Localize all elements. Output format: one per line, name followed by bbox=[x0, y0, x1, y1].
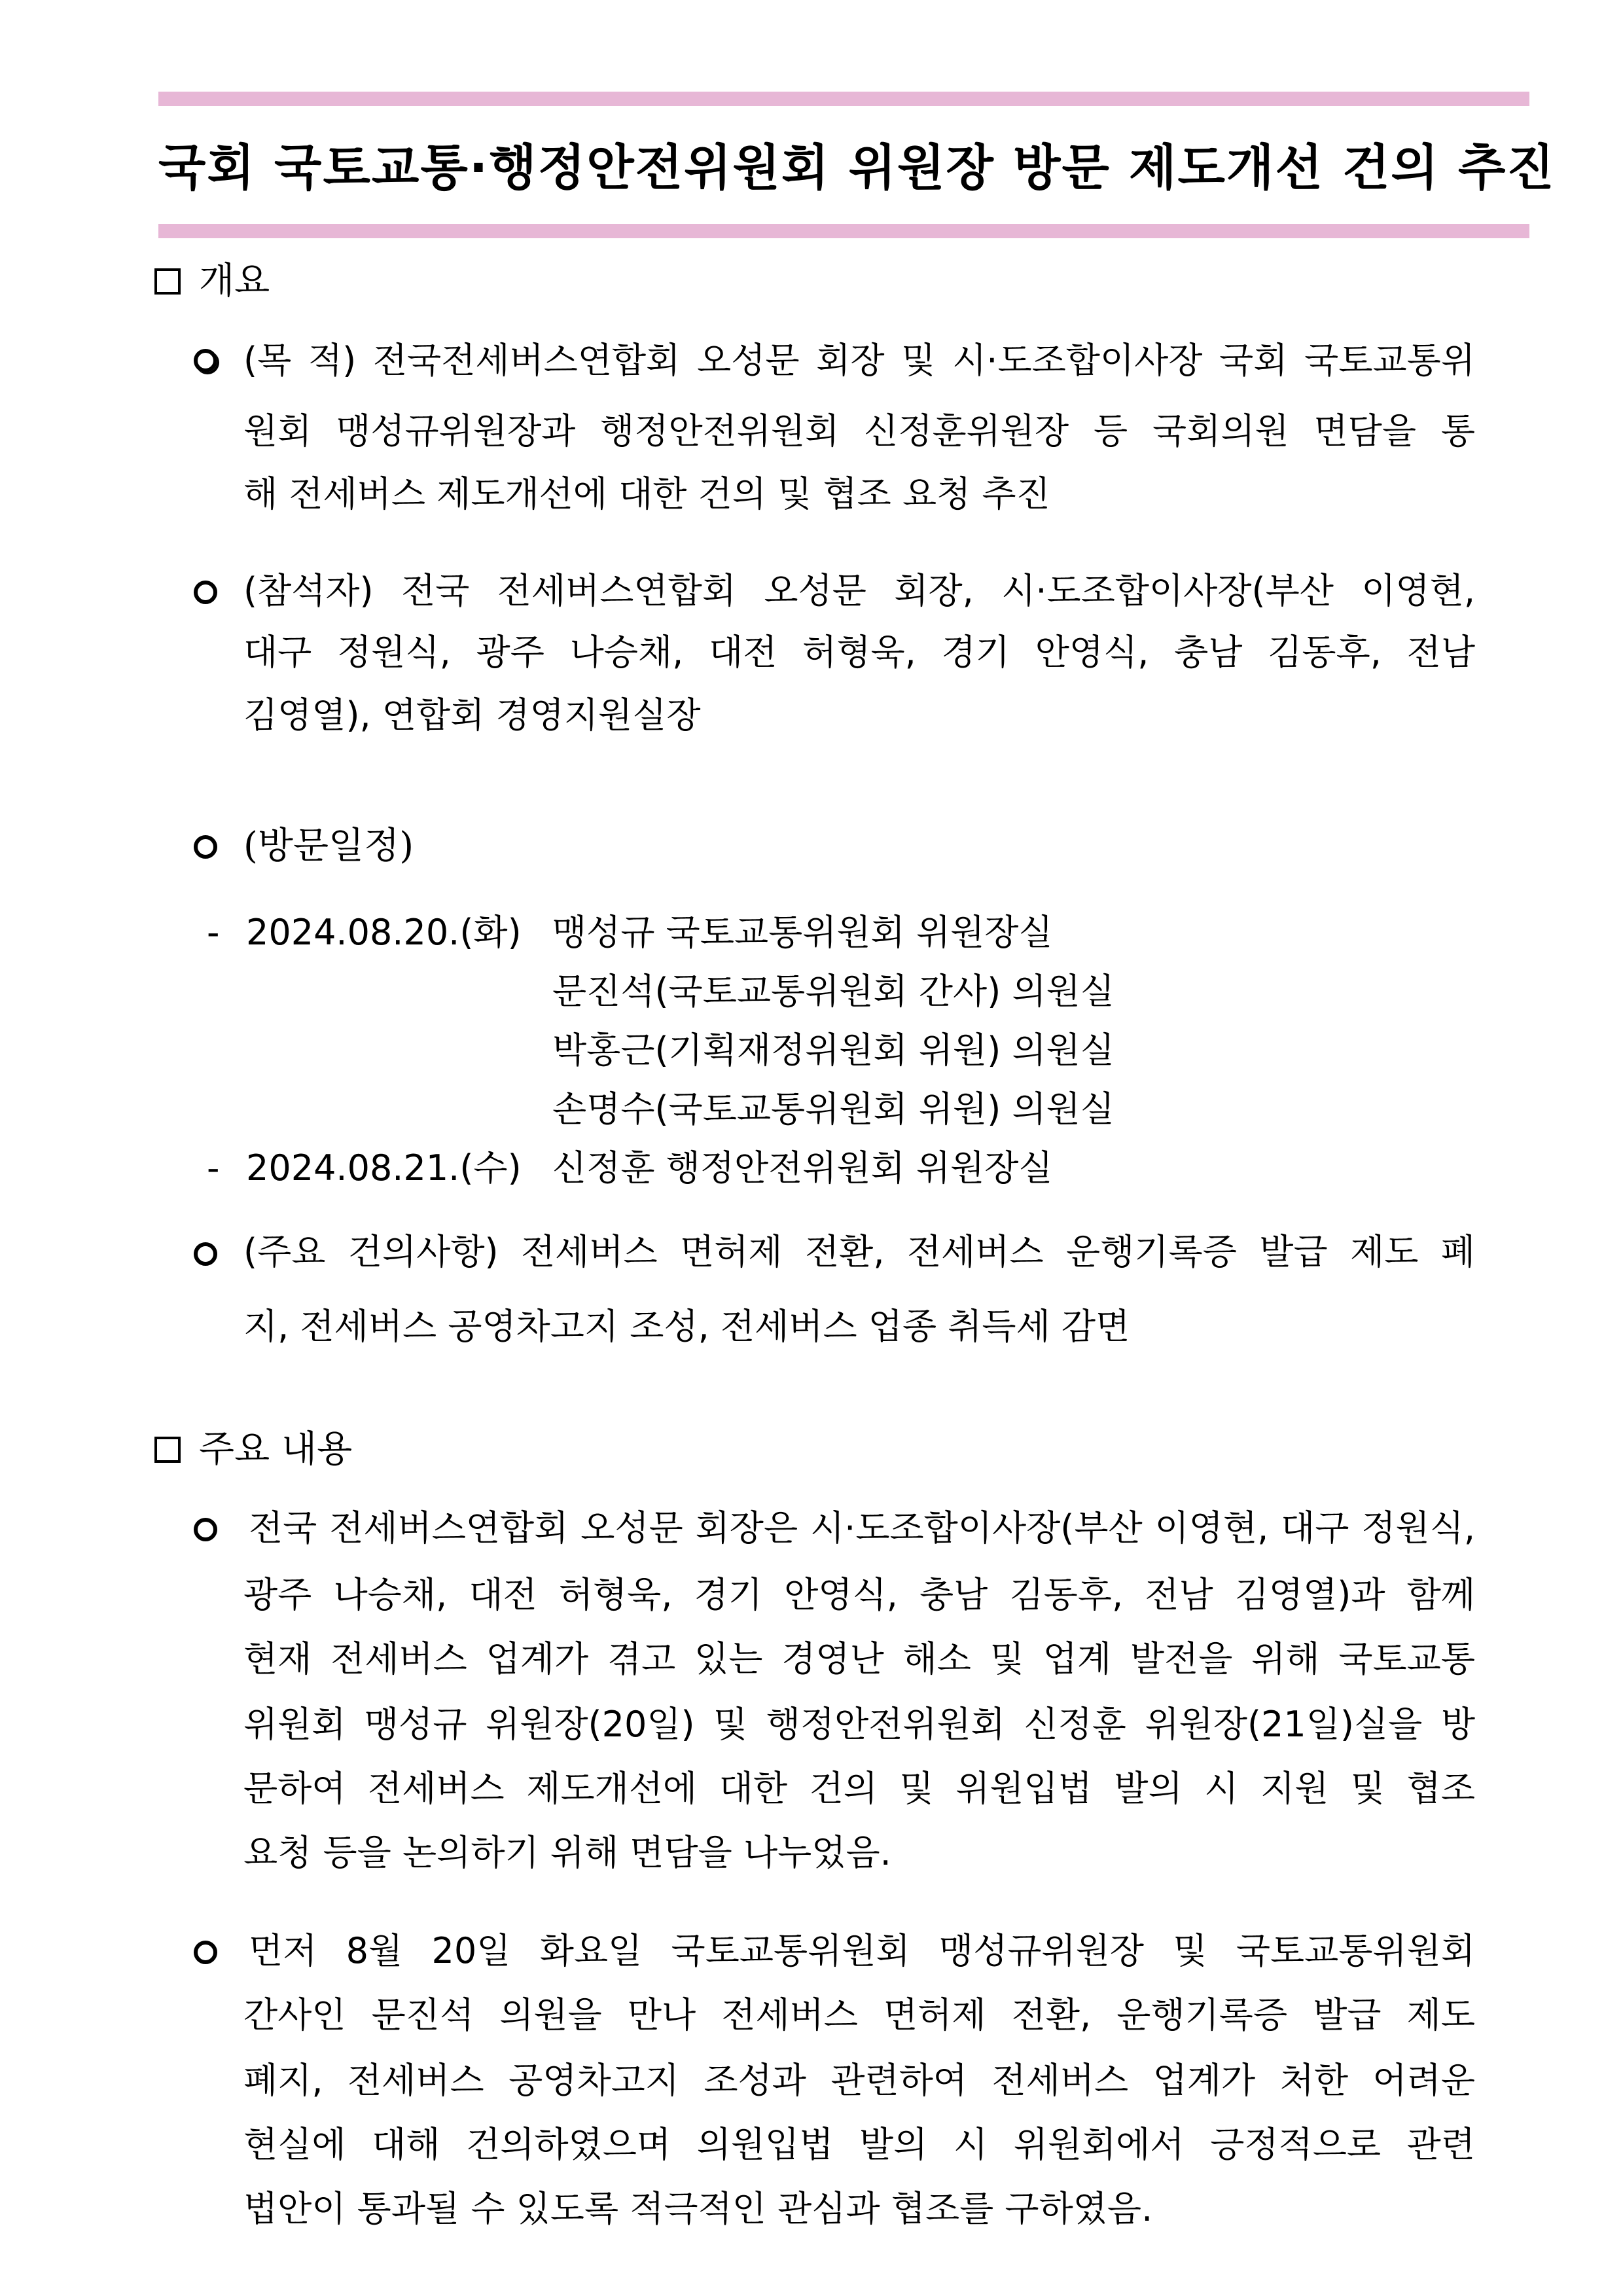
bullet-circle-icon bbox=[194, 349, 217, 372]
para2-line-2: 간사인 문진석 의원을 만나 전세버스 면허제 전환, 운행기록증 발급 제도 bbox=[243, 1994, 1475, 2036]
para1-line-1: 전국 전세버스연합회 오성문 회장은 시·도조합이사장(부산 이영현, 대구 정원식, bbox=[249, 1507, 1475, 1549]
bullet-circle-icon bbox=[194, 1518, 217, 1541]
top-accent-bar bbox=[158, 92, 1529, 106]
checkbox-square-icon bbox=[154, 1437, 181, 1463]
para2-line-1: 먼저 8월 20일 화요일 국토교통위원회 맹성규위원장 및 국토교통위원회 bbox=[249, 1930, 1475, 1971]
para1-line-6: 요청 등을 논의하기 위해 면담을 나누었음. bbox=[243, 1832, 891, 1873]
checkbox-square-icon bbox=[154, 268, 181, 295]
schedule-item: 신정훈 행정안전위원회 위원장실 bbox=[552, 1147, 1053, 1189]
purpose-line-1: (목 적) 전국전세버스연합회 오성문 회장 및 시·도조합이사장 국회 국토교통위 bbox=[243, 340, 1475, 381]
attendees-line-1: (참석자) 전국 전세버스연합회 오성문 회장, 시·도조합이사장(부산 이영현, bbox=[243, 570, 1475, 611]
para1-line-3: 현재 전세버스 업계가 겪고 있는 경영난 해소 및 업계 발전을 위해 국토교통 bbox=[243, 1638, 1475, 1679]
bullet-circle-icon bbox=[194, 581, 217, 604]
proposals-line-2: 지, 전세버스 공영차고지 조성, 전세버스 업종 취득세 감면 bbox=[243, 1306, 1130, 1347]
schedule-date-2: 2024.08.21.(수) bbox=[246, 1147, 522, 1189]
para1-line-4: 위원회 맹성규 위원장(20일) 및 행정안전위원회 신정훈 위원장(21일)실을 방 bbox=[243, 1704, 1475, 1745]
section-heading-text: 개요 bbox=[199, 260, 270, 302]
bullet-circle-icon bbox=[194, 835, 217, 859]
schedule-dash: - bbox=[207, 912, 220, 953]
bottom-accent-bar bbox=[158, 224, 1529, 238]
attendees-line-3: 김영열), 연합회 경영지원실장 bbox=[243, 694, 701, 736]
bullet-circle-icon bbox=[194, 1941, 217, 1964]
schedule-item: 문진석(국토교통위원회 간사) 의원실 bbox=[552, 971, 1115, 1012]
schedule-date-1: 2024.08.20.(화) bbox=[246, 912, 522, 953]
bullet-circle-icon bbox=[194, 1242, 217, 1266]
para1-line-5: 문하여 전세버스 제도개선에 대한 건의 및 위원입법 발의 시 지원 및 협조 bbox=[243, 1768, 1475, 1809]
para2-line-3: 폐지, 전세버스 공영차고지 조성과 관련하여 전세버스 업계가 처한 어려운 bbox=[243, 2060, 1475, 2101]
para2-line-5: 법안이 통과될 수 있도록 적극적인 관심과 협조를 구하였음. bbox=[243, 2188, 1153, 2229]
para1-line-2: 광주 나승채, 대전 허형욱, 경기 안영식, 충남 김동후, 전남 김영열)과 함께 bbox=[243, 1574, 1475, 1615]
para2-line-4: 현실에 대해 건의하였으며 의원입법 발의 시 위원회에서 긍정적으로 관련 bbox=[243, 2124, 1475, 2165]
purpose-line-2: 원회 맹성규위원장과 행정안전위원회 신정훈위원장 등 국회의원 면담을 통 bbox=[243, 410, 1475, 452]
schedule-item: 맹성규 국토교통위원회 위원장실 bbox=[552, 912, 1053, 953]
section-heading-overview bbox=[154, 259, 270, 304]
schedule-dash: - bbox=[207, 1147, 220, 1189]
section-heading-main-content bbox=[154, 1427, 352, 1473]
schedule-item: 손명수(국토교통위원회 위원) 의원실 bbox=[552, 1088, 1115, 1130]
purpose-line-3: 해 전세버스 제도개선에 대한 건의 및 협조 요청 추진 bbox=[243, 473, 1050, 514]
document-title: 국회 국토교통·행정안전위원회 위원장 방문 제도개선 건의 추진 bbox=[158, 139, 1556, 196]
attendees-line-2: 대구 정원식, 광주 나승채, 대전 허형욱, 경기 안영식, 충남 김동후, 전남 bbox=[243, 632, 1475, 673]
schedule-item: 박홍근(기획재정위원회 위원) 의원실 bbox=[552, 1030, 1115, 1071]
schedule-heading: (방문일정) bbox=[243, 825, 414, 867]
proposals-line-1: (주요 건의사항) 전세버스 면허제 전환, 전세버스 운행기록증 발급 제도 폐 bbox=[243, 1231, 1475, 1272]
section-heading-text: 주요 내용 bbox=[199, 1428, 353, 1471]
